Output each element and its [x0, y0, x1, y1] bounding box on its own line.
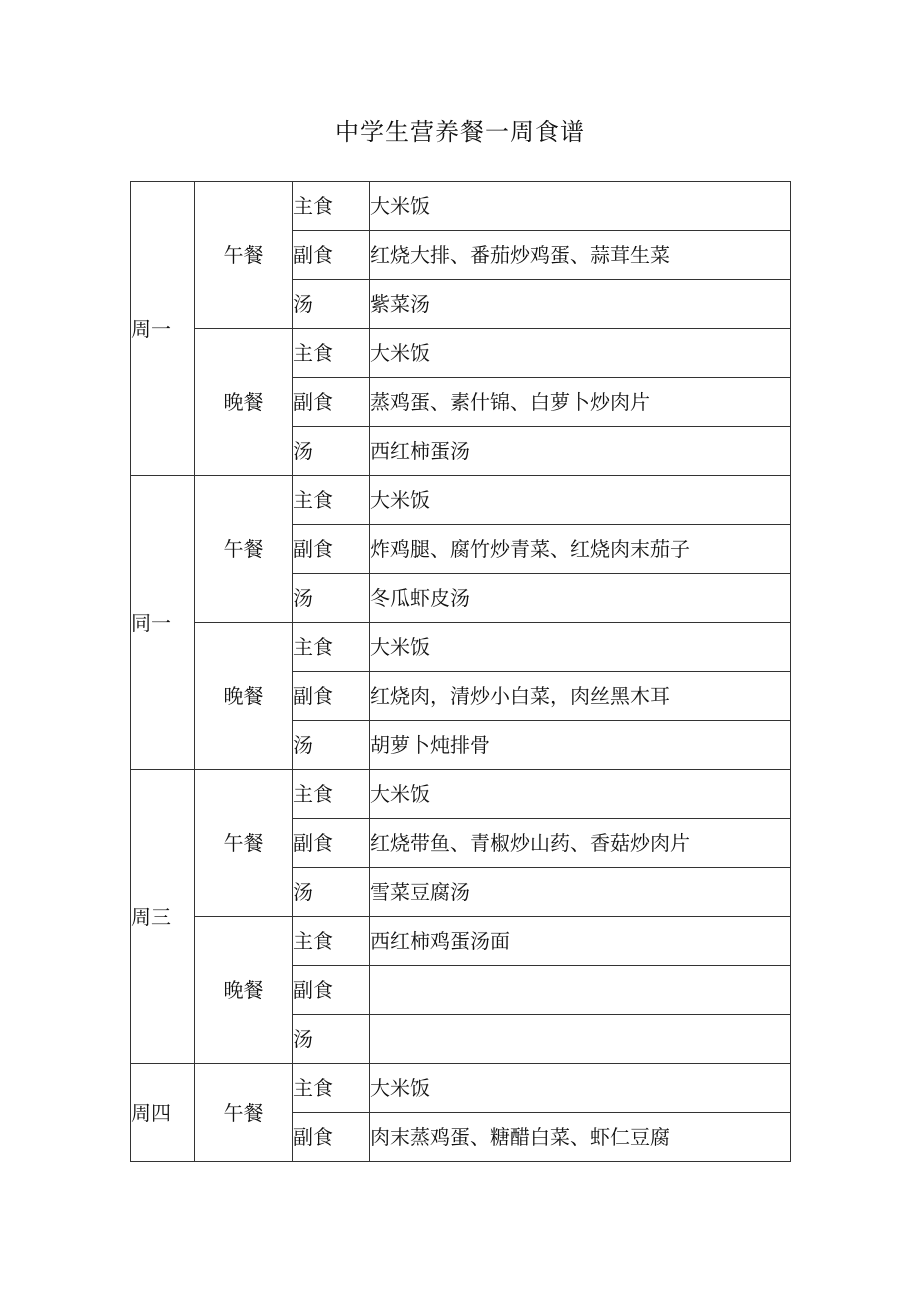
page-title: 中学生营养餐一周食谱 — [335, 118, 585, 146]
dish-cell: 大米饭 — [370, 182, 791, 231]
table-row — [131, 182, 791, 231]
dish-cell: 炸鸡腿、腐竹炒青菜、红烧肉末茄子 — [370, 525, 791, 574]
day-label: 同一 — [131, 476, 195, 770]
category-cell: 主食 — [293, 329, 370, 378]
category-cell: 主食 — [293, 182, 370, 231]
category-cell: 汤 — [293, 721, 370, 770]
table-row — [131, 329, 791, 378]
dish-cell: 蒸鸡蛋、素什锦、白萝卜炒肉片 — [370, 378, 791, 427]
table-row — [131, 770, 791, 819]
meal-label: 晚餐 — [195, 917, 293, 1064]
category-cell: 副食 — [293, 966, 370, 1015]
category-cell: 主食 — [293, 770, 370, 819]
dish-cell: 胡萝卜炖排骨 — [370, 721, 791, 770]
day-label: 周四 — [131, 1064, 195, 1162]
table-row — [131, 623, 791, 672]
meal-label: 午餐 — [195, 182, 293, 329]
dish-cell: 肉末蒸鸡蛋、糖醋白菜、虾仁豆腐 — [370, 1113, 791, 1162]
category-cell: 汤 — [293, 280, 370, 329]
weekly-menu-table — [130, 181, 791, 1162]
category-cell: 副食 — [293, 672, 370, 721]
category-cell: 副食 — [293, 525, 370, 574]
day-label: 周三 — [131, 770, 195, 1064]
category-cell: 汤 — [293, 427, 370, 476]
dish-cell: 紫菜汤 — [370, 280, 791, 329]
category-cell: 副食 — [293, 1113, 370, 1162]
dish-cell — [370, 966, 791, 1015]
dish-cell — [370, 1015, 791, 1064]
meal-label: 午餐 — [195, 770, 293, 917]
category-cell: 主食 — [293, 917, 370, 966]
meal-label: 午餐 — [195, 1064, 293, 1162]
table-row — [131, 476, 791, 525]
dish-cell: 红烧肉，清炒小白菜，肉丝黑木耳 — [370, 672, 791, 721]
dish-cell: 红烧带鱼、青椒炒山药、香菇炒肉片 — [370, 819, 791, 868]
dish-cell: 大米饭 — [370, 329, 791, 378]
dish-cell: 大米饭 — [370, 623, 791, 672]
dish-cell: 红烧大排、番茄炒鸡蛋、蒜茸生菜 — [370, 231, 791, 280]
category-cell: 汤 — [293, 868, 370, 917]
dish-cell: 雪菜豆腐汤 — [370, 868, 791, 917]
table-row — [131, 917, 791, 966]
category-cell: 副食 — [293, 819, 370, 868]
dish-cell: 西红柿鸡蛋汤面 — [370, 917, 791, 966]
category-cell: 副食 — [293, 378, 370, 427]
category-cell: 汤 — [293, 574, 370, 623]
category-cell: 主食 — [293, 1064, 370, 1113]
dish-cell: 大米饭 — [370, 770, 791, 819]
dish-cell: 大米饭 — [370, 1064, 791, 1113]
meal-label: 晚餐 — [195, 329, 293, 476]
dish-cell: 冬瓜虾皮汤 — [370, 574, 791, 623]
dish-cell: 大米饭 — [370, 476, 791, 525]
category-cell: 主食 — [293, 476, 370, 525]
table-row — [131, 1064, 791, 1113]
category-cell: 汤 — [293, 1015, 370, 1064]
day-label: 周一 — [131, 182, 195, 476]
meal-label: 午餐 — [195, 476, 293, 623]
category-cell: 主食 — [293, 623, 370, 672]
dish-cell: 西红柿蛋汤 — [370, 427, 791, 476]
meal-label: 晚餐 — [195, 623, 293, 770]
category-cell: 副食 — [293, 231, 370, 280]
